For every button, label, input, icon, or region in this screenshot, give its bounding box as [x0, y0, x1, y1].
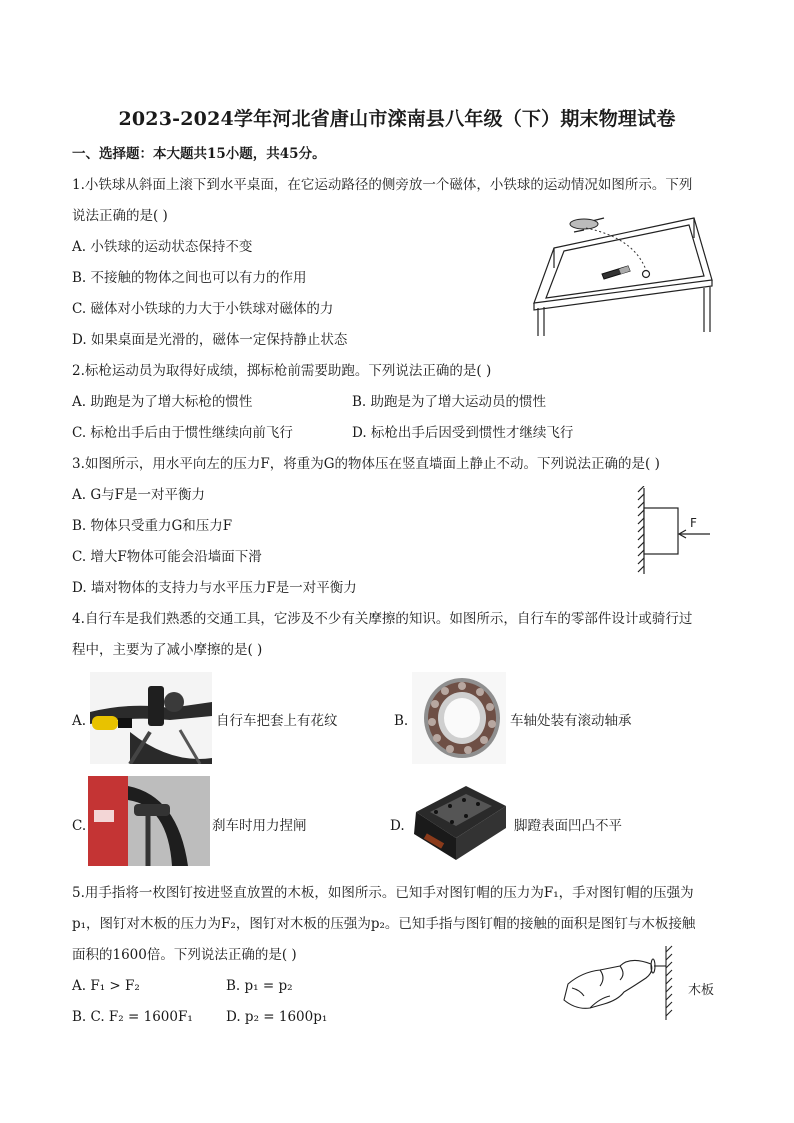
- q4-option-c-letter: C.: [72, 818, 87, 834]
- q4-stem-line1: 4.自行车是我们熟悉的交通工具，它涉及不少有关摩擦的知识。如图所示，自行车的零部件设计或骑行过: [72, 611, 693, 627]
- q4-option-d-letter: D.: [390, 818, 405, 834]
- q4-option-a-text: 自行车把套上有花纹: [216, 713, 338, 729]
- q5-option-b: B. p₁ = p₂: [226, 978, 293, 994]
- q2-option-c: C. 标枪出手后由于惯性继续向前飞行: [72, 425, 293, 441]
- q5-stem-line1: 5.用手指将一枚图钉按进竖直放置的木板，如图所示。已知手对图钉帽的压力为F₁，手对图钉帽的压强为: [72, 885, 694, 901]
- q1-option-c: C. 磁体对小铁球的力大于小铁球对磁体的力: [72, 301, 334, 317]
- q2-option-d: D. 标枪出手后因受到惯性才继续飞行: [352, 425, 574, 441]
- q1-option-d: D. 如果桌面是光滑的，磁体一定保持静止状态: [72, 332, 348, 348]
- q4-bearing-photo: [412, 672, 506, 764]
- q1-option-a: A. 小铁球的运动状态保持不变: [72, 239, 253, 255]
- q5-stem-line2: p₁，图钉对木板的压力为F₂，图钉对木板的压强为p₂。已知手指与图钉帽的接触的面积是图钉与木板接触: [72, 916, 696, 932]
- q4-pedal-photo: [406, 776, 510, 866]
- q3-force-label: F: [690, 516, 697, 530]
- q5-option-a: A. F₁ > F₂: [72, 978, 140, 994]
- q5-thumb-pin-figure: [560, 944, 740, 1024]
- q5-board-label: 木板: [688, 983, 715, 998]
- q4-option-c-text: 刹车时用力捏闸: [212, 818, 307, 834]
- q3-stem: 3.如图所示，用水平向左的压力F，将重为G的物体压在竖直墙面上静止不动。下列说法正确的是( ): [72, 456, 660, 472]
- q5-option-d: D. p₂ = 1600p₁: [226, 1009, 328, 1025]
- q5-option-c: B. C. F₂ = 1600F₁: [72, 1009, 193, 1025]
- exam-title: 2023-2024学年河北省唐山市滦南县八年级（下）期末物理试卷: [118, 108, 676, 130]
- q1-stem-line1: 1.小铁球从斜面上滚下到水平桌面，在它运动路径的侧旁放一个磁体，小铁球的运动情况如图所示。下列: [72, 177, 693, 193]
- q3-wall-block-figure: [636, 486, 716, 576]
- q2-option-b: B. 助跑是为了增大运动员的惯性: [352, 394, 547, 410]
- q4-handlebar-photo: [90, 672, 212, 764]
- q1-option-b: B. 不接触的物体之间也可以有力的作用: [72, 270, 307, 286]
- q4-option-d-text: 脚蹬表面凹凸不平: [514, 818, 622, 834]
- q4-brake-photo: [88, 776, 210, 866]
- q4-option-b-letter: B.: [394, 713, 409, 729]
- q4-option-a-letter: A.: [72, 713, 87, 729]
- section-heading: 一、选择题：本大题共15小题，共45分。: [72, 146, 326, 162]
- q5-stem-line3: 面积的1600倍。下列说法正确的是( ): [72, 947, 297, 963]
- q4-stem-line2: 程中，主要为了减小摩擦的是( ): [72, 642, 263, 658]
- q3-option-a: A. G与F是一对平衡力: [72, 487, 205, 503]
- q2-option-a: A. 助跑是为了增大标枪的惯性: [72, 394, 253, 410]
- q4-option-b-text: 车轴处装有滚动轴承: [510, 713, 632, 729]
- q3-option-b: B. 物体只受重力G和压力F: [72, 518, 233, 534]
- q3-option-d: D. 墙对物体的支持力与水平压力F是一对平衡力: [72, 580, 357, 596]
- q1-stem-line2: 说法正确的是( ): [72, 208, 168, 224]
- q2-stem: 2.标枪运动员为取得好成绩，掷标枪前需要助跑。下列说法正确的是( ): [72, 363, 492, 379]
- q1-table-magnet-figure: [524, 208, 714, 338]
- q3-option-c: C. 增大F物体可能会沿墙面下滑: [72, 549, 262, 565]
